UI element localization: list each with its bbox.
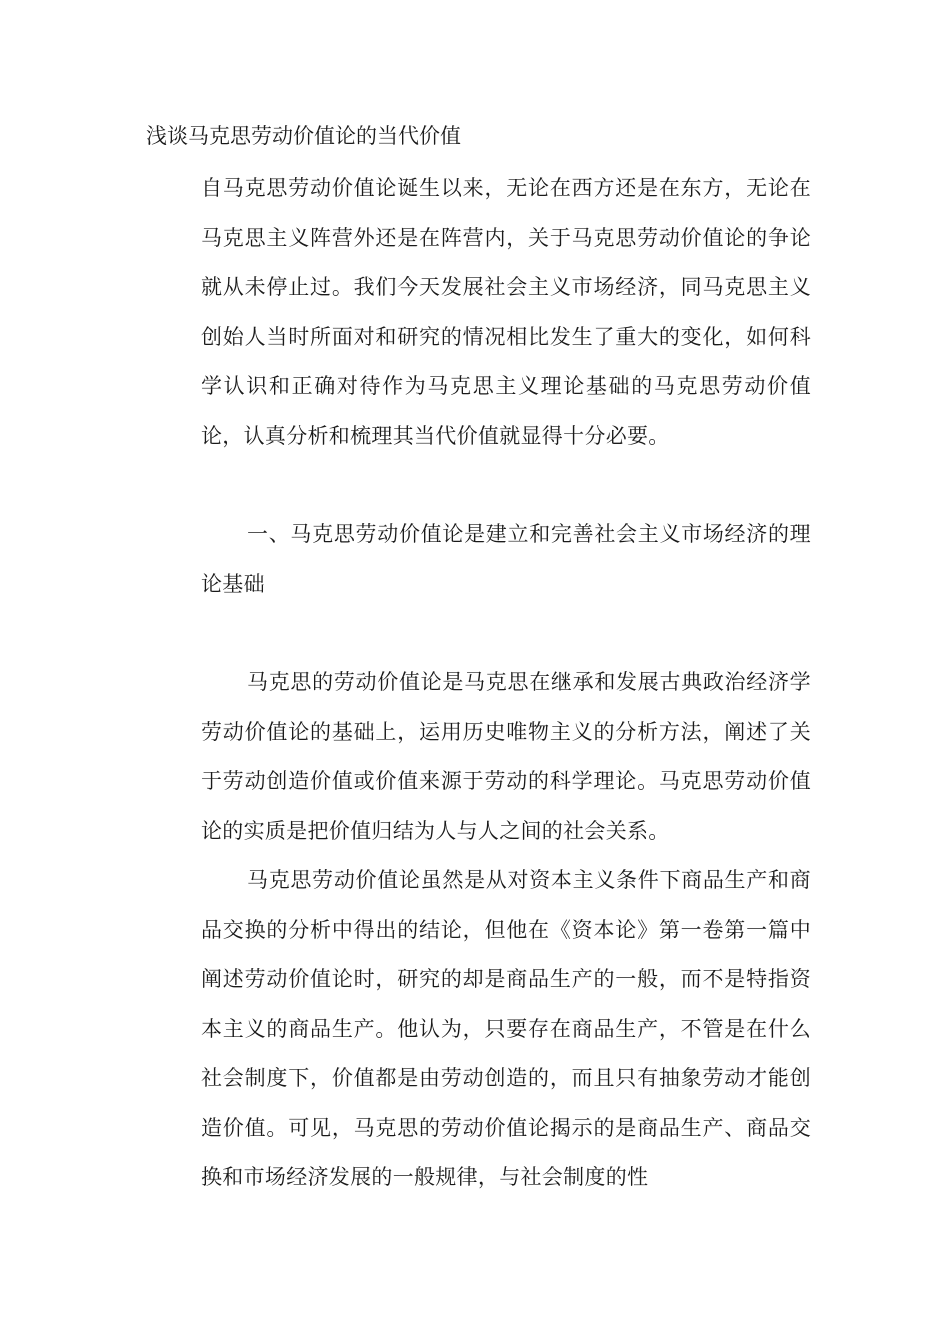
body-paragraph: 马克思的劳动价值论是马克思在继承和发展古典政治经济学劳动价值论的基础上，运用历史唯物主义的分析方法，阐述了关于劳动创造价值或价值来源于劳动的科学理论。马克思劳动价值论的实质是把价值归结为人与人之间的社会关系。 (201, 670, 811, 843)
document-title: 浅谈马克思劳动价值论的当代价值 (146, 124, 461, 148)
intro-paragraph: 自马克思劳动价值论诞生以来，无论在西方还是在东方，无论在马克思主义阵营外还是在阵营内，关于马克思劳动价值论的争论就从未停止过。我们今天发展社会主义市场经济，同马克思主义创始人当时所面对和研究的情况相比发生了重大的变化，如何科学认识和正确对待作为马克思主义理论基础的马克思劳动价值论，认真分析和梳理其当代价值就显得十分必要。 (201, 176, 811, 448)
section-heading: 一、马克思劳动价值论是建立和完善社会主义市场经济的理论基础 (201, 522, 811, 596)
body-paragraph: 马克思劳动价值论虽然是从对资本主义条件下商品生产和商品交换的分析中得出的结论，但他在《资本论》第一卷第一篇中阐述劳动价值论时，研究的却是商品生产的一般，而不是特指资本主义的商品生产。他认为，只要存在商品生产，不管是在什么社会制度下，价值都是由劳动创造的，而且只有抽象劳动才能创造价值。可见，马克思的劳动价值论揭示的是商品生产、商品交换和市场经济发展的一般规律，与社会制度的性 (201, 868, 811, 1189)
